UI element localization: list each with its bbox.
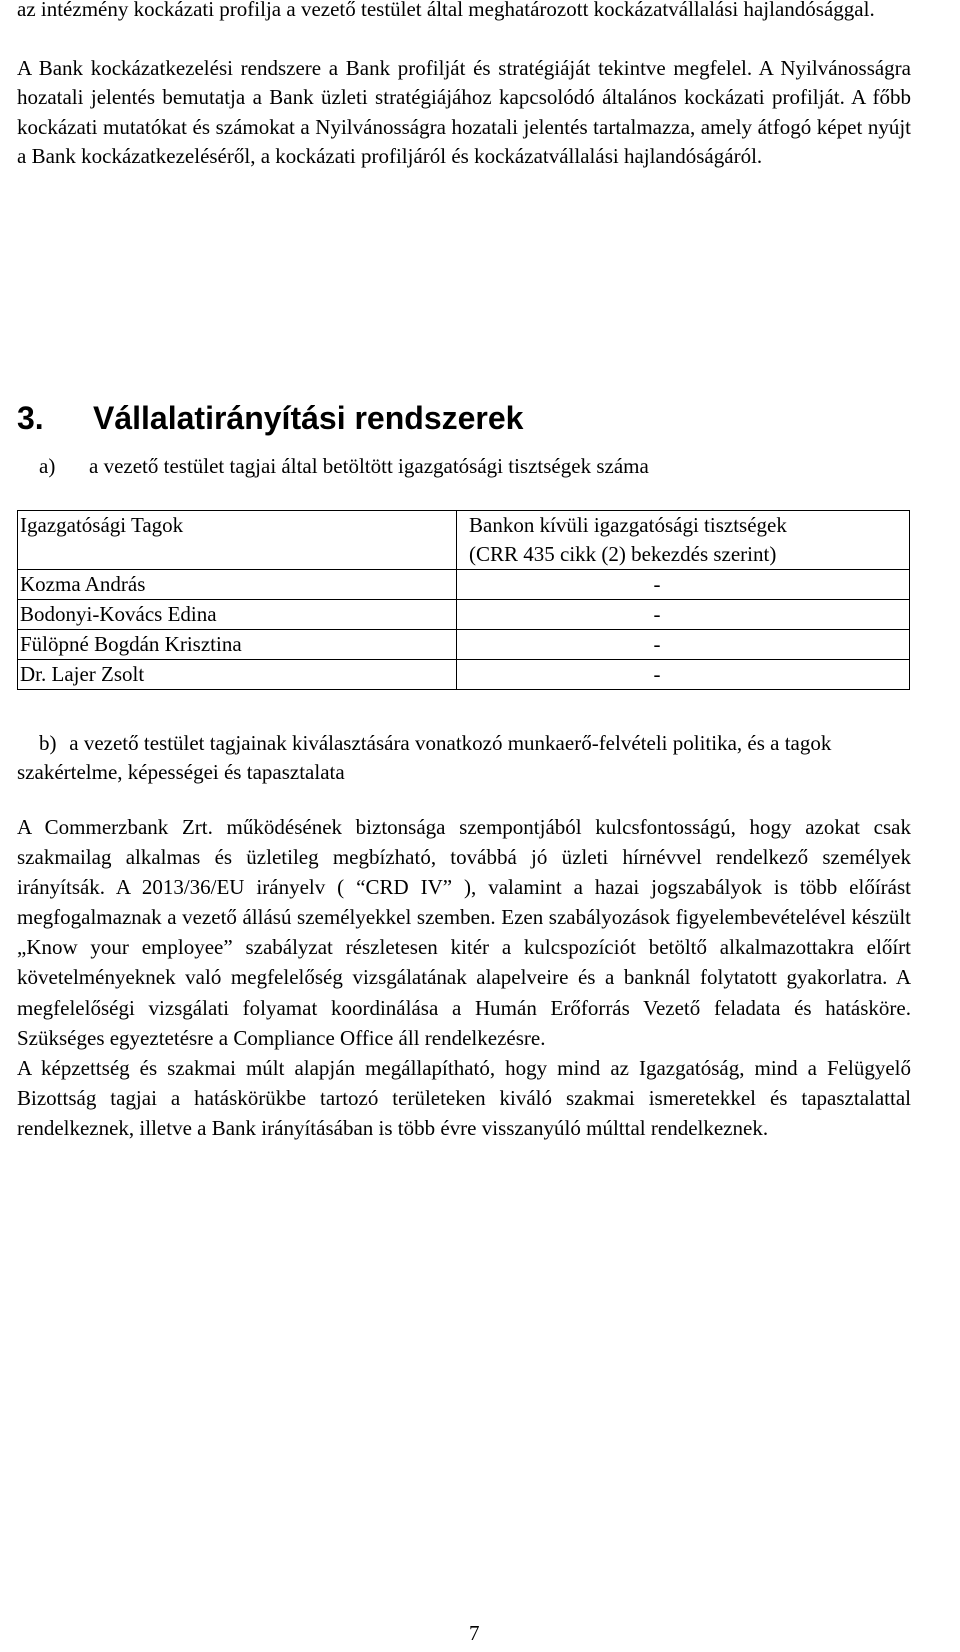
subsection-a-heading — [39, 452, 649, 481]
section-heading — [17, 398, 523, 438]
member-name: Dr. Lajer Zsolt — [18, 660, 457, 690]
subsection-a-label: a) — [39, 454, 56, 478]
external-directorships-value: - — [457, 630, 910, 660]
subsection-b-heading — [17, 729, 911, 788]
qualification-paragraph: A képzettség és szakmai múlt alapján megállapítható, hogy mind az Igazgatóság, mind a Felügyelő Bizottság tagjai a hatáskörükbe tartozó területeken kiváló szakmai ismeretekkel és tapasztalattal rendelkeznek, illetve a Bank irányításában is több évre visszanyúló múlttal rendelkeznek. — [17, 1055, 911, 1140]
page-number: 7 — [469, 1621, 480, 1645]
external-directorships-column-header — [457, 511, 910, 570]
table-row — [18, 660, 910, 690]
section-number: 3. — [17, 400, 44, 436]
subsection-b-text: a vezető testület tagjainak kiválasztására vonatkozó munkaerő-felvételi politika, és a tagok szakértelme, képességei és tapasztalata — [17, 731, 832, 785]
table-row — [18, 570, 910, 600]
member-name: Kozma András — [18, 570, 457, 600]
external-header-line1: Bankon kívüli igazgatósági tisztségek — [469, 513, 787, 537]
subsection-b-label: b) — [39, 731, 57, 755]
member-name: Fülöpné Bogdán Krisztina — [18, 630, 457, 660]
intro-paragraph: az intézmény kockázati profilja a vezető testület által meghatározott kockázatvállalási hajlandósággal. — [17, 0, 875, 21]
subsection-a-text: a vezető testület tagjai által betöltött igazgatósági tisztségek száma — [89, 454, 649, 478]
section-title: Vállalatirányítási rendszerek — [93, 400, 524, 436]
external-header-line2: (CRR 435 cikk (2) bekezdés szerint) — [469, 542, 777, 566]
recruitment-paragraph: A Commerzbank Zrt. működésének biztonsága szempontjából kulcsfontosságú, hogy azokat csak szakmailag alkalmas és üzletileg megbízható, továbbá jó üzleti hírnévvel rendelkező személyek irányítsák. A 2013/36/EU irányelv ( “CRD IV” ), valamint a hazai jogszabályok is több előírást megfogalmaznak a vezető állású személyekkel szemben. Ezen szabályozások figyelembevételével készült „Know your employee” szabályzat részletesen kitér a kulcspozíciót betöltő alkalmazottakra előírt követelményeknek való megfelelőség vizsgálatának alapelveire és a banknál folytatott gyakorlatra. A megfelelőségi vizsgálati folyamat koordinálása a Humán Erőforrás Vezető feladata és hatásköre. Szükséges egyeztetésre a Compliance Office áll rendelkezésre. — [17, 815, 911, 1050]
member-name: Bodonyi-Kovács Edina — [18, 600, 457, 630]
external-directorships-value: - — [457, 660, 910, 690]
document-page — [17, 0, 911, 1645]
external-directorships-value: - — [457, 570, 910, 600]
recruitment-section-body — [17, 812, 911, 1143]
table-header-row — [18, 511, 910, 570]
members-column-header: Igazgatósági Tagok — [18, 511, 457, 570]
table-row — [18, 600, 910, 630]
risk-system-paragraph: A Bank kockázatkezelési rendszere a Bank profilját és stratégiáját tekintve megfelel. A Nyilvánosságra hozatali jelentés bemutatja a Bank üzleti stratégiájához kapcsolódó általános kockázati profilját. A főbb kockázati mutatókat és számokat a Nyilvánosságra hozatali jelentés tartalmazza, amely átfogó képet nyújt a Bank kockázatkezeléséről, a kockázati profiljáról és kockázatvállalási hajlandóságáról. — [17, 55, 911, 169]
board-directorships-table — [17, 510, 910, 690]
external-directorships-value: - — [457, 600, 910, 630]
table-row — [18, 630, 910, 660]
